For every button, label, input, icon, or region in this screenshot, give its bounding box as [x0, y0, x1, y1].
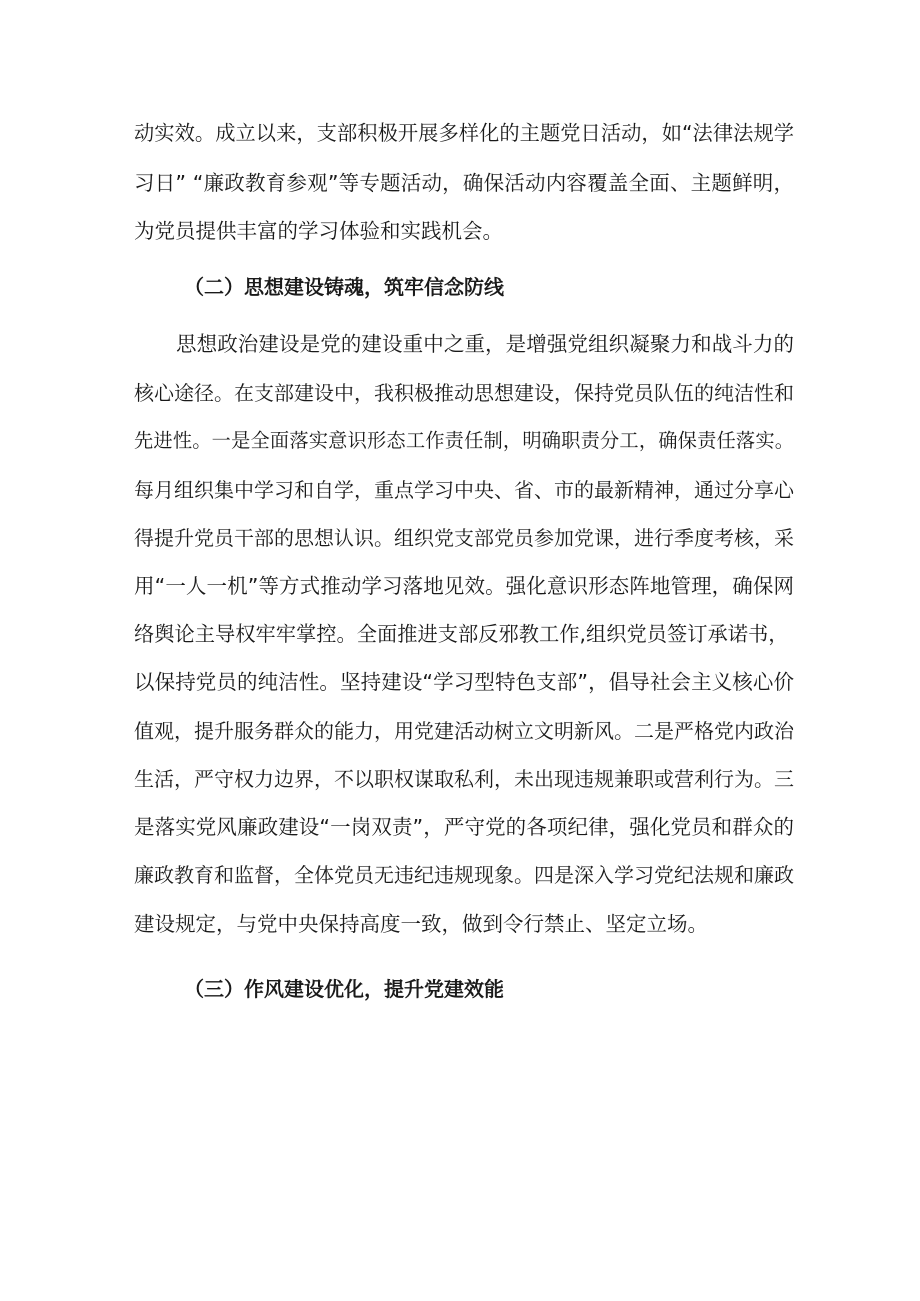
paragraph-2-line-8: 以保持党员的纯洁性。坚持建设“学习型特色支部”，倡导社会主义核心价	[134, 670, 794, 694]
paragraph-2-line-7: 络舆论主导权牢牢掌控。全面推进支部反邪教工作,组织党员签订承诺书，	[134, 622, 789, 646]
paragraph-2-line-2: 核心途径。在支部建设中，我积极推动思想建设，保持党员队伍的纯洁性和	[134, 381, 794, 405]
paragraph-2-line-9: 值观，提升服务群众的能力，用党建活动树立文明新风。二是严格党内政治	[134, 719, 794, 743]
paragraph-1-line-1: 动实效。成立以来，支部积极开展多样化的主题党日活动，如“法律法规学	[134, 121, 794, 145]
section-heading-2: （二）思想建设铸魂，筑牢信念防线	[184, 275, 504, 299]
paragraph-1-line-3: 为党员提供丰富的学习体验和实践机会。	[134, 219, 503, 243]
paragraph-2-line-5: 得提升党员干部的思想认识。组织党支部党员参加党课，进行季度考核，采	[134, 526, 794, 550]
paragraph-2-line-1: 思想政治建设是党的建设重中之重，是增强党组织凝聚力和战斗力的	[176, 332, 794, 356]
paragraph-2-line-12: 廉政教育和监督，全体党员无违纪违规现象。四是深入学习党纪法规和廉政	[134, 863, 794, 887]
paragraph-2-line-11: 是落实党风廉政建设“一岗双责”，严守党的各项纪律，强化党员和群众的	[134, 815, 794, 839]
paragraph-2-line-10: 生活，严守权力边界，不以职权谋取私利，未出现违规兼职或营利行为。三	[134, 767, 794, 791]
paragraph-1-line-2: 习日” “廉政教育参观”等专题活动，确保活动内容覆盖全面、主题鲜明，	[134, 171, 794, 195]
paragraph-2-line-3: 先进性。一是全面落实意识形态工作责任制，明确职责分工，确保责任落实。	[134, 429, 794, 452]
paragraph-2-line-6: 用“一人一机”等方式推动学习落地见效。强化意识形态阵地管理，确保网	[134, 574, 794, 598]
paragraph-2-line-4: 每月组织集中学习和自学，重点学习中央、省、市的最新精神，通过分享心	[134, 478, 794, 502]
section-heading-3: （三）作风建设优化，提升党建效能	[184, 977, 504, 1001]
paragraph-2-line-13: 建设规定，与党中央保持高度一致，做到令行禁止、坚定立场。	[134, 912, 708, 936]
